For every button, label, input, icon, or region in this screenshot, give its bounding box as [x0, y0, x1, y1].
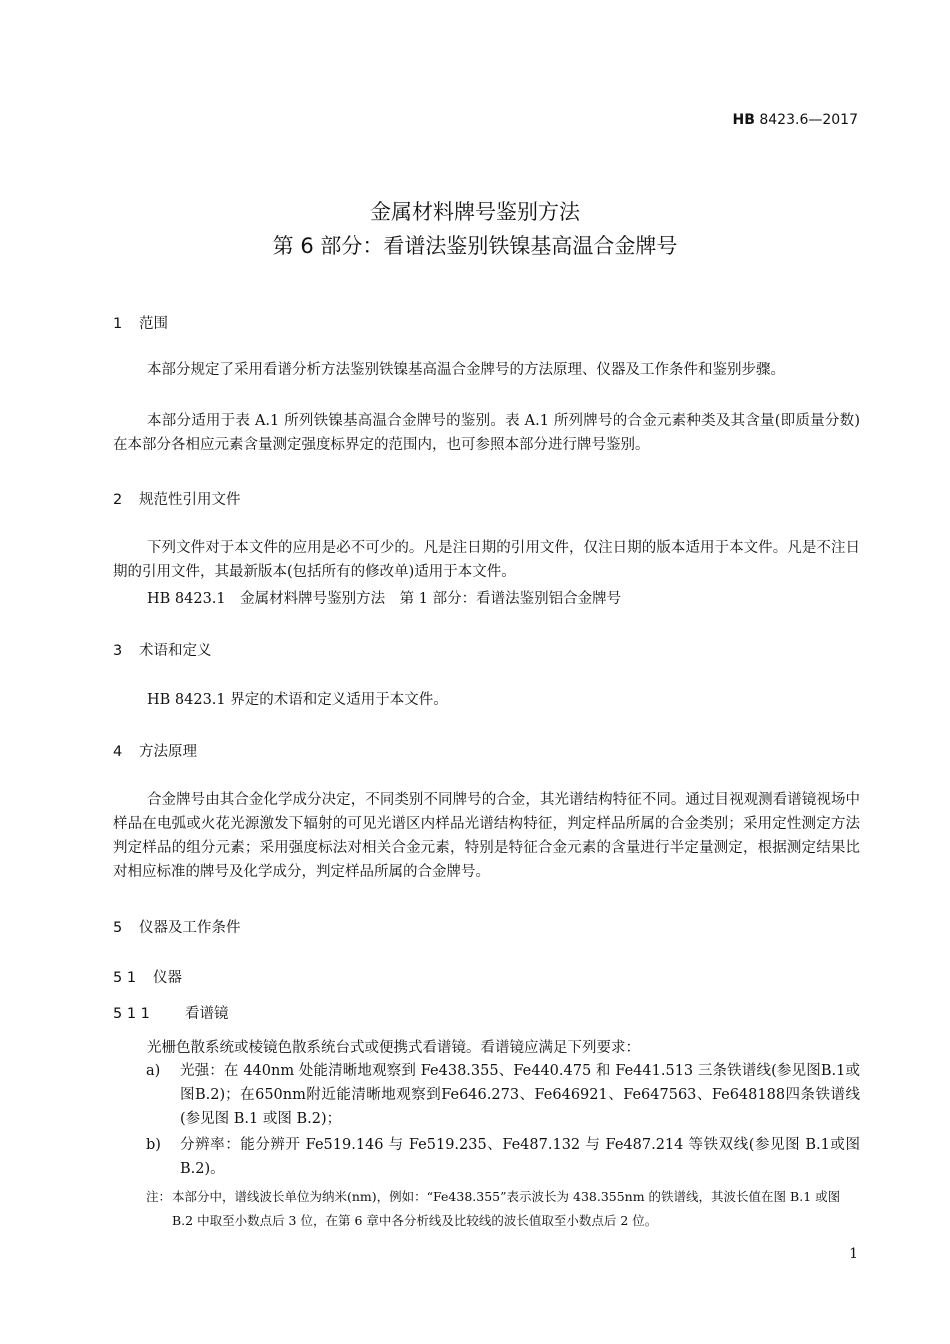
references-paragraph: 下列文件对于本文件的应用是必不可少的。凡是注日期的引用文件，仅注日期的版本适用于本文件。凡是不注日期的引用文件，其最新版本(包括所有的修改单)适用于本文件。 — [113, 540, 860, 580]
scope-paragraph-2: 本部分适用于表 A.1 所列铁镍基高温合金牌号的鉴别。表 A.1 所列牌号的合金元素种类及其含量(即质量分数)在本部分各相应元素含量测定强度标界定的范围内，也可参照本部分进行牌号鉴别。 — [113, 413, 860, 453]
document-subtitle: 第 6 部分：看谱法鉴别铁镍基高温合金牌号 — [272, 234, 678, 258]
note: 注： 本部分中，谱线波长单位为纳米(nm)，例如：“Fe438.355”表示波长为 438.355nm 的铁谱线，其波长值在图 B.1 或图 B.2 中取至小数点后 3 位，在第 6 章中各分析线及比较线的波长值取至小数点后 2 位。 — [146, 1189, 841, 1228]
subsection-heading-5-1-1: 5 1 1 看谱镜 — [113, 1006, 229, 1022]
reference-item: HB 8423.1 金属材料牌号鉴别方法 第 1 部分：看谱法鉴别铝合金牌号 — [147, 591, 622, 607]
standard-code: HB 8423.6—2017 — [732, 112, 858, 128]
scope-paragraph-1: 本部分规定了采用看谱分析方法鉴别铁镍基高温合金牌号的方法原理、仪器及工作条件和鉴别步骤。 — [147, 362, 785, 378]
section-heading-normative-references: 2 规范性引用文件 — [113, 492, 241, 508]
section-heading-principle: 4 方法原理 — [113, 744, 197, 760]
requirement-item-a: a) 光强：在 440nm 处能清晰地观察到 Fe438.355、Fe440.475 和 Fe441.513 三条铁谱线(参见图B.1或图B.2)；在650nm附近能清晰地观察到Fe646.273、Fe646921、Fe647563、Fe648188四条铁谱线(参见图 B.1 或图 B.2)； — [146, 1063, 860, 1127]
section-heading-scope: 1 范围 — [113, 316, 168, 332]
document-title: 金属材料牌号鉴别方法 — [370, 200, 580, 224]
subsection-heading-5-1: 5 1 仪器 — [113, 970, 182, 986]
section-heading-terms: 3 术语和定义 — [113, 643, 212, 659]
page-number: 1 — [849, 1246, 858, 1262]
section-heading-instruments: 5 仪器及工作条件 — [113, 920, 241, 936]
spectroscope-intro: 光栅色散系统或棱镜色散系统台式或便携式看谱镜。看谱镜应满足下列要求： — [147, 1040, 640, 1056]
requirement-item-b: b) 分辨率：能分辨开 Fe519.146 与 Fe519.235、Fe487.132 与 Fe487.214 等铁双线(参见图 B.1或图 B.2)。 — [146, 1137, 860, 1177]
terms-paragraph: HB 8423.1 界定的术语和定义适用于本文件。 — [147, 692, 448, 708]
principle-paragraph: 合金牌号由其合金化学成分决定，不同类别不同牌号的合金，其光谱结构特征不同。通过目视观测看谱镜视场中样品在电弧或火花光源激发下辐射的可见光谱区内样品光谱结构特征，判定样品所属的合金类别；采用定性测定方法判定样品的组分元素；采用强度标法对相关合金元素，特别是特征合金元素的含量进行半定量测定，根据测定结果比对相应标准的牌号及化学成分，判定样品所属的合金牌号。 — [113, 792, 860, 880]
